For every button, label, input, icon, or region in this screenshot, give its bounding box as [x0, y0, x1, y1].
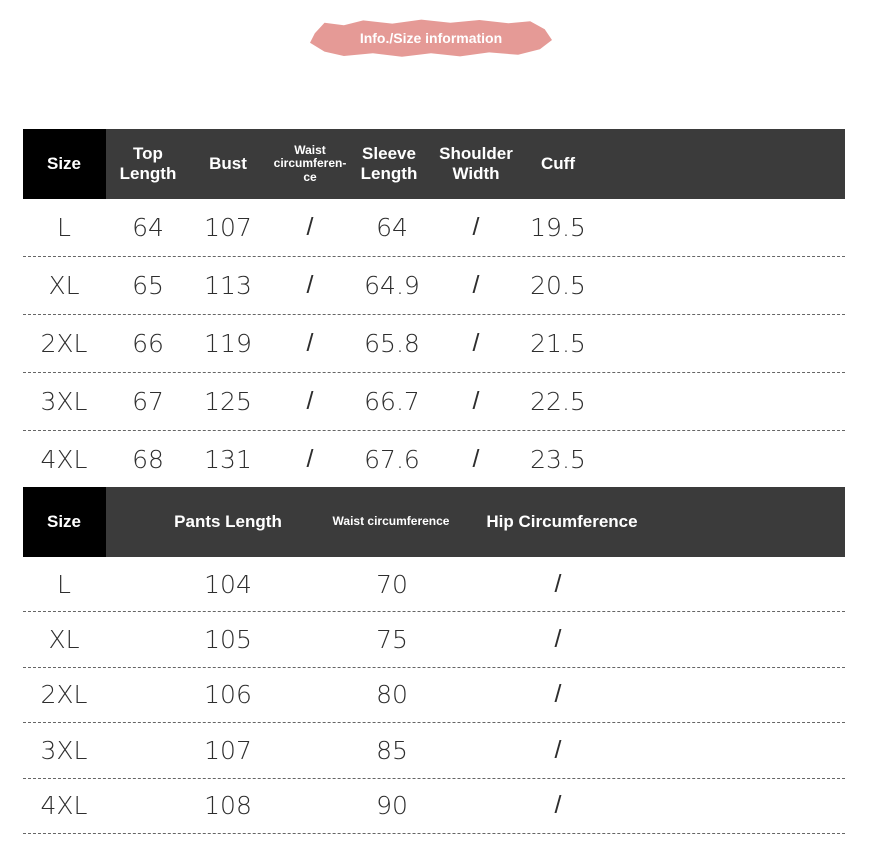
tops-cell-4: 65.8 [364, 329, 420, 358]
banner-title: Info./Size information [359, 30, 503, 46]
tops-cell-4: 67.6 [364, 445, 420, 474]
tops-cell-0: L [57, 213, 71, 242]
pants-cell-0: L [57, 569, 71, 599]
tops-row [23, 199, 845, 257]
pants-row [23, 557, 845, 612]
tops-cell-2: 113 [204, 271, 252, 300]
tops-cell-3: / [306, 387, 314, 415]
tops-cell-6: 21.5 [530, 329, 586, 358]
tops-cell-2: 131 [204, 445, 252, 474]
pants-header-0: Size [46, 511, 82, 531]
tops-cell-4: 66.7 [364, 387, 420, 416]
tops-cell-0: 2XL [40, 329, 88, 358]
tops-cell-3: / [306, 213, 314, 241]
tops-cell-5: / [472, 213, 480, 241]
tops-cell-2: 125 [204, 387, 252, 416]
pants-cell-3: / [554, 680, 562, 709]
tops-cell-4: 64.9 [364, 271, 420, 300]
tops-header-2: Bust [209, 153, 247, 173]
pants-cell-1: 108 [204, 791, 252, 821]
pants-cell-2: 85 [376, 735, 408, 765]
pants-cell-2: 70 [376, 569, 408, 599]
tops-header-5: Shoulder Width [439, 143, 513, 183]
tops-cell-4: 64 [376, 213, 408, 242]
tops-cell-1: 67 [132, 387, 164, 416]
tops-cell-0: XL [48, 271, 80, 300]
tops-cell-6: 19.5 [530, 213, 586, 242]
tops-cell-2: 119 [204, 329, 252, 358]
pants-row [23, 779, 845, 834]
tops-cell-0: 4XL [40, 445, 88, 474]
pants-cell-0: 3XL [40, 735, 88, 765]
pants-cell-0: 4XL [40, 791, 88, 821]
tops-cell-3: / [306, 329, 314, 357]
tops-header-4: Sleeve Length [360, 143, 418, 183]
pants-cell-0: 2XL [40, 680, 88, 710]
pants-cell-1: 105 [204, 625, 252, 655]
tops-cell-1: 65 [132, 271, 164, 300]
tops-cell-5: / [472, 445, 480, 473]
tops-cell-2: 107 [204, 213, 252, 242]
pants-cell-2: 90 [376, 791, 408, 821]
tops-row [23, 431, 845, 489]
tops-row [23, 315, 845, 373]
tops-header-6: Cuff [541, 153, 575, 173]
pants-header-1: Pants Length [174, 511, 282, 531]
pants-cell-0: XL [48, 625, 80, 655]
pants-cell-1: 106 [204, 680, 252, 710]
pants-cell-1: 107 [204, 735, 252, 765]
pants-header-2: Waist circumference [332, 514, 450, 529]
tops-cell-5: / [472, 271, 480, 299]
pants-cell-3: / [554, 569, 562, 598]
tops-cell-6: 22.5 [530, 387, 586, 416]
pants-cell-2: 75 [376, 625, 408, 655]
pants-cell-1: 104 [204, 569, 252, 599]
pants-header-3: Hip Circumference [486, 511, 638, 531]
tops-row [23, 257, 845, 315]
pants-cell-3: / [554, 735, 562, 764]
pants-header-row [23, 487, 845, 557]
tops-header-0: Size [46, 153, 82, 173]
tops-header-row [23, 129, 845, 199]
pants-row [23, 612, 845, 667]
pants-cell-3: / [554, 791, 562, 820]
tops-cell-3: / [306, 271, 314, 299]
pants-cell-2: 80 [376, 680, 408, 710]
tops-cell-6: 20.5 [530, 271, 586, 300]
tops-row [23, 373, 845, 431]
pants-row [23, 723, 845, 778]
tops-cell-5: / [472, 329, 480, 357]
tops-header-3: Waist circumferen- ce [273, 143, 347, 184]
tops-cell-1: 66 [132, 329, 164, 358]
tops-cell-5: / [472, 387, 480, 415]
tops-cell-3: / [306, 445, 314, 473]
tops-header-1: Top Length [119, 143, 177, 183]
tops-cell-1: 68 [132, 445, 164, 474]
tops-cell-1: 64 [132, 213, 164, 242]
tops-cell-0: 3XL [40, 387, 88, 416]
tops-cell-6: 23.5 [530, 445, 586, 474]
pants-row [23, 668, 845, 723]
pants-cell-3: / [554, 625, 562, 654]
